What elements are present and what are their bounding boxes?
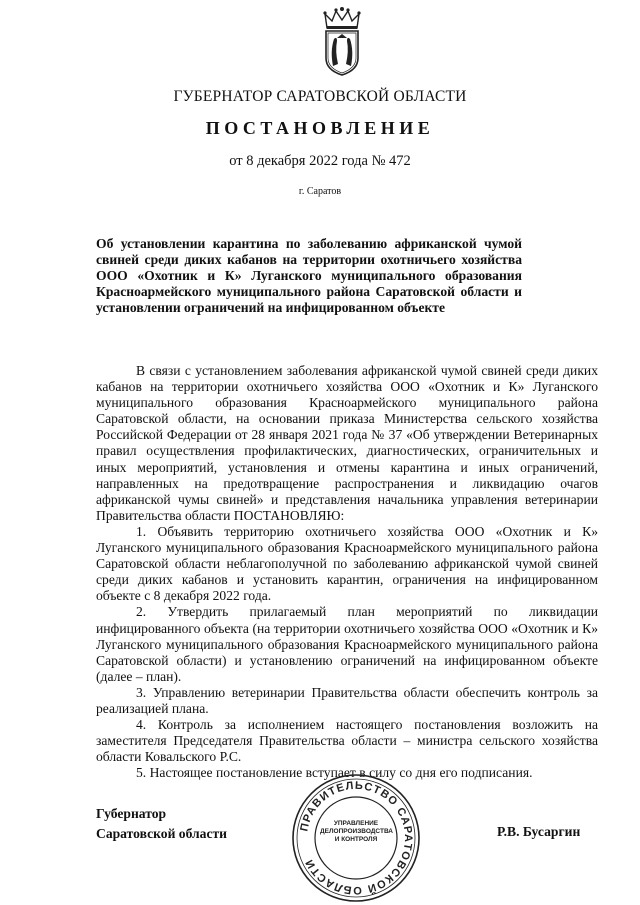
document-title: Об установлении карантина по заболеванию африканской чумой свиней среди диких кабанов на территории охотничьего хозяйства ООО «Охотник и К» Луганского муниципального образования Красноармейского муниципального района Саратовской области и установлении ограничений на инфицированном объекте	[96, 236, 522, 315]
body-paragraph-item-2: 2. Утвердить прилагаемый план мероприятий по ликвидации инфицированного объекта (на территории охотничьего хозяйства ООО «Охотник и К» Луганского муниципального образования Красноармейского муниципального района Саратовской области) и установлению ограничений на инфицированном объекте (далее – план).	[96, 604, 598, 684]
body-paragraph-item-4: 4. Контроль за исполнением настоящего постановления возложить на заместителя Председателя Правительства области – министра сельского хозяйства области Ковальского Р.С.	[96, 717, 598, 765]
coat-of-arms-icon	[321, 6, 363, 76]
signatory-position-line2: Саратовской области	[96, 826, 228, 841]
authority-name: ГУБЕРНАТОР САРАТОВСКОЙ ОБЛАСТИ	[173, 88, 467, 105]
document-date-number: от 8 декабря 2022 года № 472	[229, 153, 411, 169]
document-city: г. Саратов	[298, 186, 342, 197]
document-type: ПОСТАНОВЛЕНИЕ	[205, 118, 435, 138]
body-paragraph-preamble: В связи с установлением заболевания африканской чумой свиней среди диких кабанов на территории охотничьего хозяйства ООО «Охотник и К» Луганского муниципального образования Красноармейского муниципального района Саратовской области, на основании приказа Министерства сельского хозяйства Российской Федерации от 28 января 2021 года № 37 «Об утверждении Ветеринарных правил осуществления профилактических, диагностических, ограничительных и иных мероприятий, установления и отмены карантина и иных ограничений, направленных на предотвращение распространения и ликвидацию очагов африканской чумы свиней» и представления начальника управления ветеринарии Правительства области ПОСТАНОВЛЯЮ:	[96, 363, 598, 523]
stamp-ring-text: ПРАВИТЕЛЬСТВО САРАТОВСКОЙ ОБЛАСТИ	[298, 779, 415, 897]
stamp-inner-text	[320, 820, 392, 844]
stamp-inner-line2: ДЕЛОПРОИЗВОДСТВА	[320, 828, 394, 835]
signatory-name: Р.В. Бусаргин	[497, 824, 581, 839]
body-paragraph-item-1: 1. Объявить территорию охотничьего хозяйства ООО «Охотник и К» Луганского муниципального образования Красноармейского муниципального района Саратовской области неблагополучной по заболеванию африканской чумой свиней среди диких кабанов и установить карантин, ограничения на инфицированном объекте с 8 декабря 2022 года.	[96, 523, 598, 604]
body-paragraph-item-3: 3. Управлению ветеринарии Правительства области обеспечить контроль за реализацией плана.	[96, 684, 598, 716]
body-paragraph-item-5: 5. Настоящее постановление вступает в силу со дня его подписания.	[136, 765, 533, 781]
stamp-inner-line3: И КОНТРОЛЯ	[334, 836, 378, 843]
signatory-position-line1: Губернатор	[96, 806, 167, 821]
stamp-inner-line1: УПРАВЛЕНИЕ	[333, 820, 379, 827]
document-body	[96, 363, 598, 781]
signatory-position	[96, 804, 227, 844]
